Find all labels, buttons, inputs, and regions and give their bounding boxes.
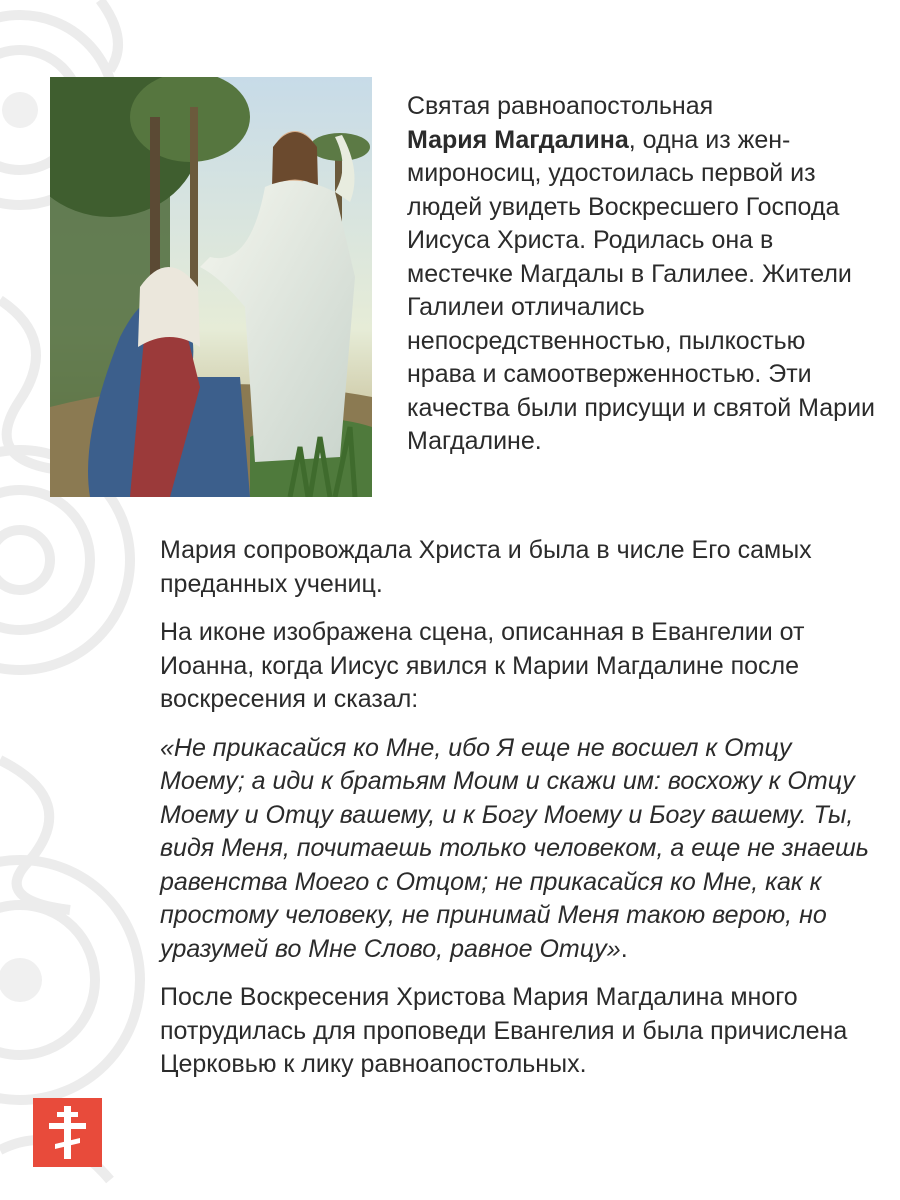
resurrection-painting (50, 77, 372, 497)
paragraph-3: После Воскресения Христова Мария Магдалина много потрудилась для проповеди Евангелия и была причислена Церковью к лику равноапостольных. (160, 983, 848, 1078)
gospel-quote-end: . (620, 934, 628, 963)
paragraph-1: Мария сопровождала Христа и была в числе Его самых преданных учениц. (160, 536, 812, 598)
body-text (160, 534, 875, 1097)
orthodox-cross-icon (33, 1098, 102, 1167)
gospel-quote (160, 732, 875, 967)
intro-line1: Святая равноапостольная (407, 92, 714, 120)
gospel-quote-text: «Не прикасайся ко Мне, ибо Я еще не восшел к Отцу Моему; а иди к братьям Моим и скажи им: восхожу к Отцу Моему и Отцу вашему, и к Богу Моему и Богу вашему. Ты, видя Меня, почитаешь только человеком, а еще не знаешь равенства Моего с Отцом; не прикасайся ко Мне, как к простому человеку, не принимай Меня такою верою, но уразумей во Мне Слово, равное Отцу» (160, 733, 869, 963)
intro-paragraph (407, 90, 877, 459)
paragraph-2: На иконе изображена сцена, описанная в Евангелии от Иоанна, когда Иисус явился к Марии Магдалине после воскресения и сказал: (160, 618, 805, 713)
logo (33, 1098, 102, 1167)
saint-name: Мария Магдалина (407, 125, 629, 154)
intro-rest: , одна из жен-мироносиц, удостоилась первой из людей увидеть Воскресшего Господа Иисуса Христа. Родилась она в местечке Магдалы в Галилее. Жители Галилеи отличались непосредственностью, пылкостью нрава и самоотверженностью. Эти качества были присущи и святой Марии Магдалине. (407, 125, 876, 455)
